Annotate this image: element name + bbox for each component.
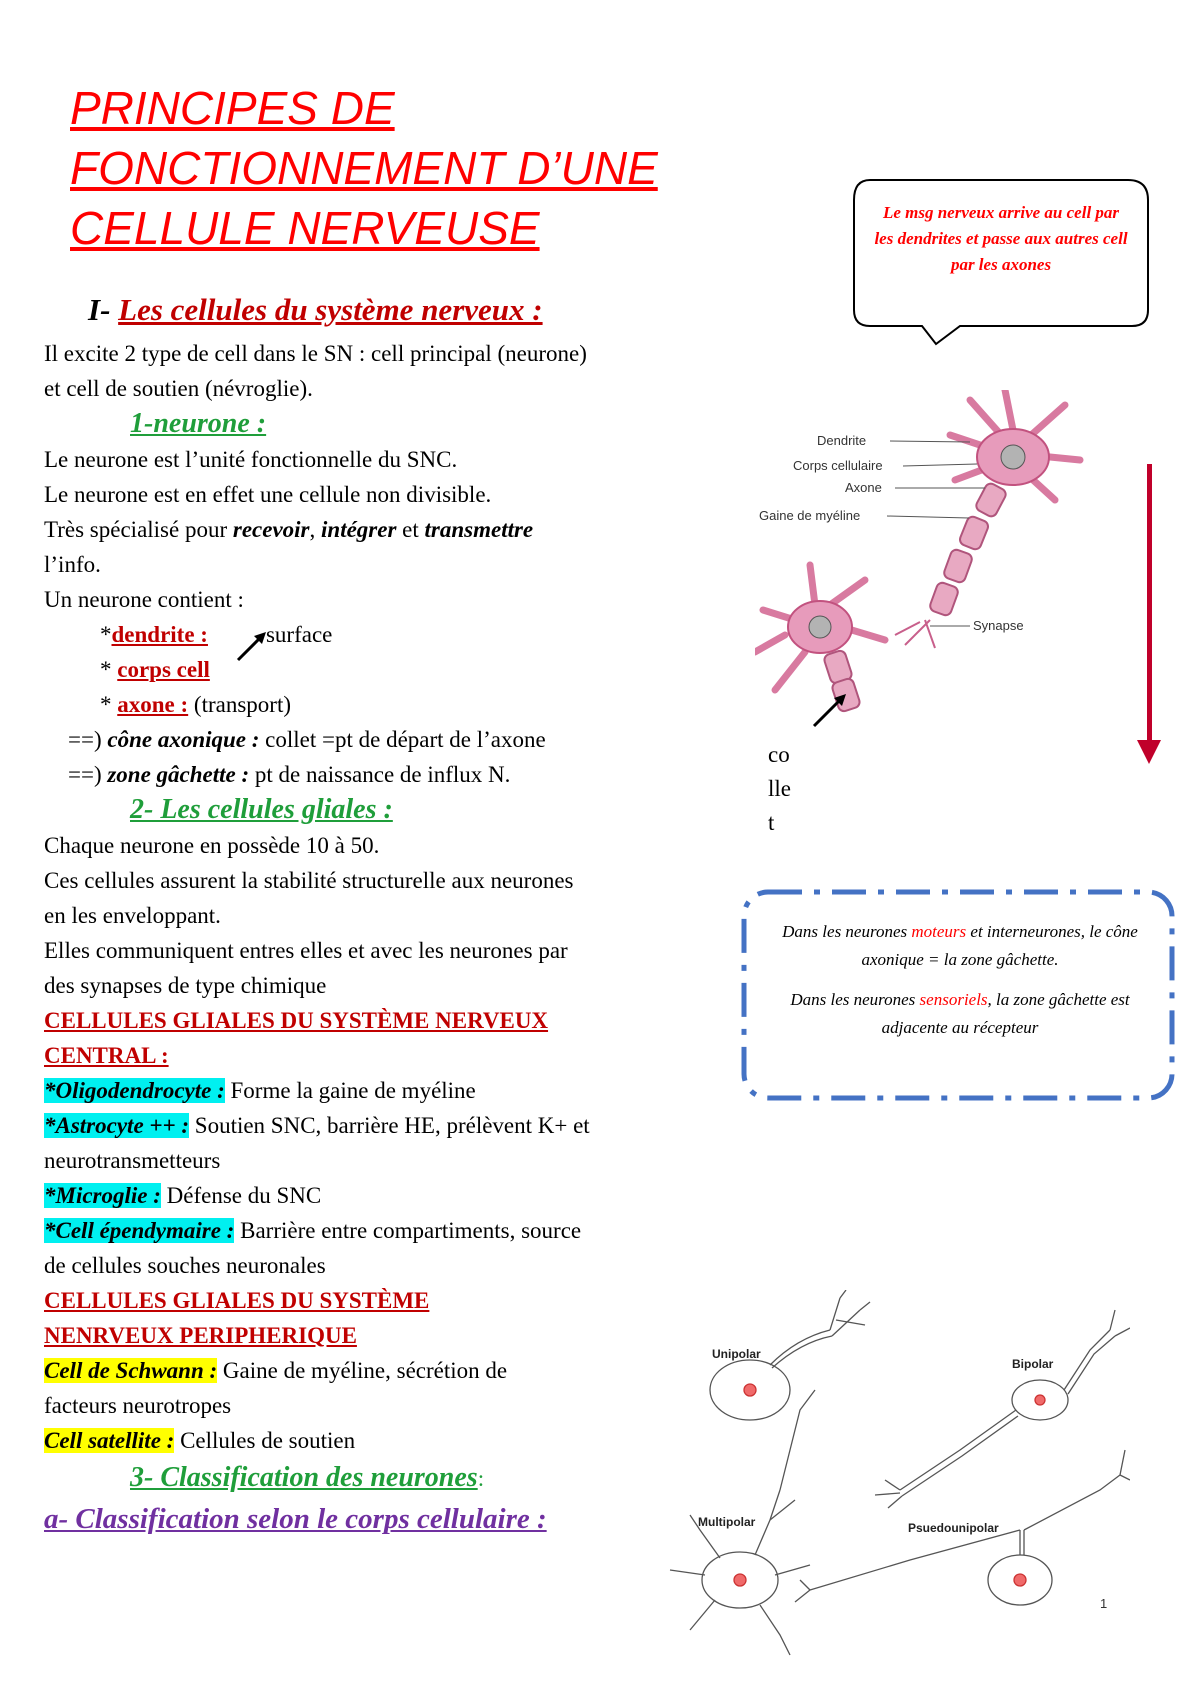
central-heading: CENTRAL : bbox=[44, 1043, 169, 1068]
label-bipolar: Bipolar bbox=[1012, 1357, 1054, 1371]
title-line-2: FONCTIONNEMENT D’UNE bbox=[70, 142, 658, 194]
collet-label: co lle t bbox=[768, 742, 791, 835]
section-heading-1: I- Les cellules du système nerveux : bbox=[88, 292, 543, 327]
glial-epend: *Cell épendymaire : Barrière entre compartiments, source bbox=[44, 1218, 582, 1243]
arrow-icon bbox=[232, 628, 272, 664]
classification-heading: 3- Classification des neurones: bbox=[130, 1462, 485, 1493]
text-line: Un neurone contient : bbox=[44, 587, 244, 612]
text-line: Ces cellules assurent la stabilité structurelle aux neurones bbox=[44, 868, 574, 893]
label-dendrite: Dendrite bbox=[817, 433, 867, 448]
glial-astro: *Astrocyte ++ : Soutien SNC, barrière HE, prélèvent K+ et bbox=[44, 1113, 590, 1138]
page-title bbox=[70, 78, 790, 258]
label-unipolar: Unipolar bbox=[712, 1347, 761, 1361]
intro-line: Il excite 2 type de cell dans le SN : cell principal (neurone) bbox=[44, 341, 587, 366]
glial-micro: *Microglie : Défense du SNC bbox=[44, 1183, 322, 1208]
label-pseudounipolar: Psuedounipolar bbox=[908, 1521, 999, 1535]
intro-line: et cell de soutien (névroglie). bbox=[44, 376, 313, 401]
main-text bbox=[44, 336, 744, 1541]
page-number: 1 bbox=[1100, 1596, 1108, 1611]
text-line: Le neurone est en effet une cellule non divisible. bbox=[44, 482, 492, 507]
label-axone: Axone bbox=[845, 480, 882, 495]
note-box bbox=[770, 918, 1150, 1042]
label-gaine: Gaine de myéline bbox=[759, 508, 861, 523]
periph-heading: CELLULES GLIALES DU SYSTÈME bbox=[44, 1288, 430, 1313]
classification-sub: a- Classification selon le corps cellulaire : bbox=[44, 1503, 547, 1535]
text-line: Chaque neurone en possède 10 à 50. bbox=[44, 833, 380, 858]
callout-text: Le msg nerveux arrive au cell par les dendrites et passe aux autres cell par les axones bbox=[874, 203, 1128, 274]
text-line: Elles communiquent entres elles et avec les neurones par bbox=[44, 938, 568, 963]
list-item-dendrite: *dendrite : surface bbox=[100, 622, 333, 647]
neurone-heading: 1-neurone : bbox=[130, 408, 267, 439]
label-corps: Corps cellulaire bbox=[793, 458, 883, 473]
list-item-corps: * corps cell bbox=[100, 657, 210, 682]
list-item-zone: ==) zone gâchette : pt de naissance de influx N. bbox=[68, 762, 511, 787]
neuron-types-diagram bbox=[660, 1290, 1130, 1670]
glial-satellite: Cell satellite : Cellules de soutien bbox=[44, 1428, 356, 1453]
glial-oligo: *Oligodendrocyte : Forme la gaine de myéline bbox=[44, 1078, 476, 1103]
list-item-axone: * axone : (transport) bbox=[100, 692, 291, 717]
label-multipolar: Multipolar bbox=[698, 1515, 756, 1529]
note-paragraph-2: Dans les neurones sensoriels, la zone gâchette est adjacente au récepteur bbox=[790, 990, 1130, 1037]
text-line: l’info. bbox=[44, 552, 101, 577]
text-line: facteurs neurotropes bbox=[44, 1393, 232, 1418]
text-line: Très spécialisé pour recevoir, intégrer et transmettre bbox=[44, 517, 534, 542]
label-synapse: Synapse bbox=[973, 618, 1024, 633]
neuron-diagram bbox=[755, 390, 1085, 740]
red-down-arrow-icon bbox=[1134, 464, 1164, 766]
text-line: de cellules souches neuronales bbox=[44, 1253, 326, 1278]
glial-schwann: Cell de Schwann : Gaine de myéline, sécrétion de bbox=[44, 1358, 508, 1383]
glial-heading: 2- Les cellules gliales : bbox=[130, 794, 393, 825]
text-line: des synapses de type chimique bbox=[44, 973, 327, 998]
title-line-3: CELLULE NERVEUSE bbox=[70, 202, 540, 254]
text-line: neurotransmetteurs bbox=[44, 1148, 221, 1173]
periph-heading: NENRVEUX PERIPHERIQUE bbox=[44, 1323, 357, 1348]
text-line: Le neurone est l’unité fonctionnelle du SNC. bbox=[44, 447, 458, 472]
title-line-1: PRINCIPES DE bbox=[70, 82, 395, 134]
list-item-cone: ==) cône axonique : collet =pt de départ de l’axone bbox=[68, 727, 546, 752]
note-paragraph-1: Dans les neurones moteurs et interneurones, le cône axonique = la zone gâchette. bbox=[782, 922, 1138, 969]
central-heading: CELLULES GLIALES DU SYSTÈME NERVEUX bbox=[44, 1008, 549, 1033]
text-line: en les enveloppant. bbox=[44, 903, 221, 928]
arrow-icon bbox=[808, 688, 852, 732]
